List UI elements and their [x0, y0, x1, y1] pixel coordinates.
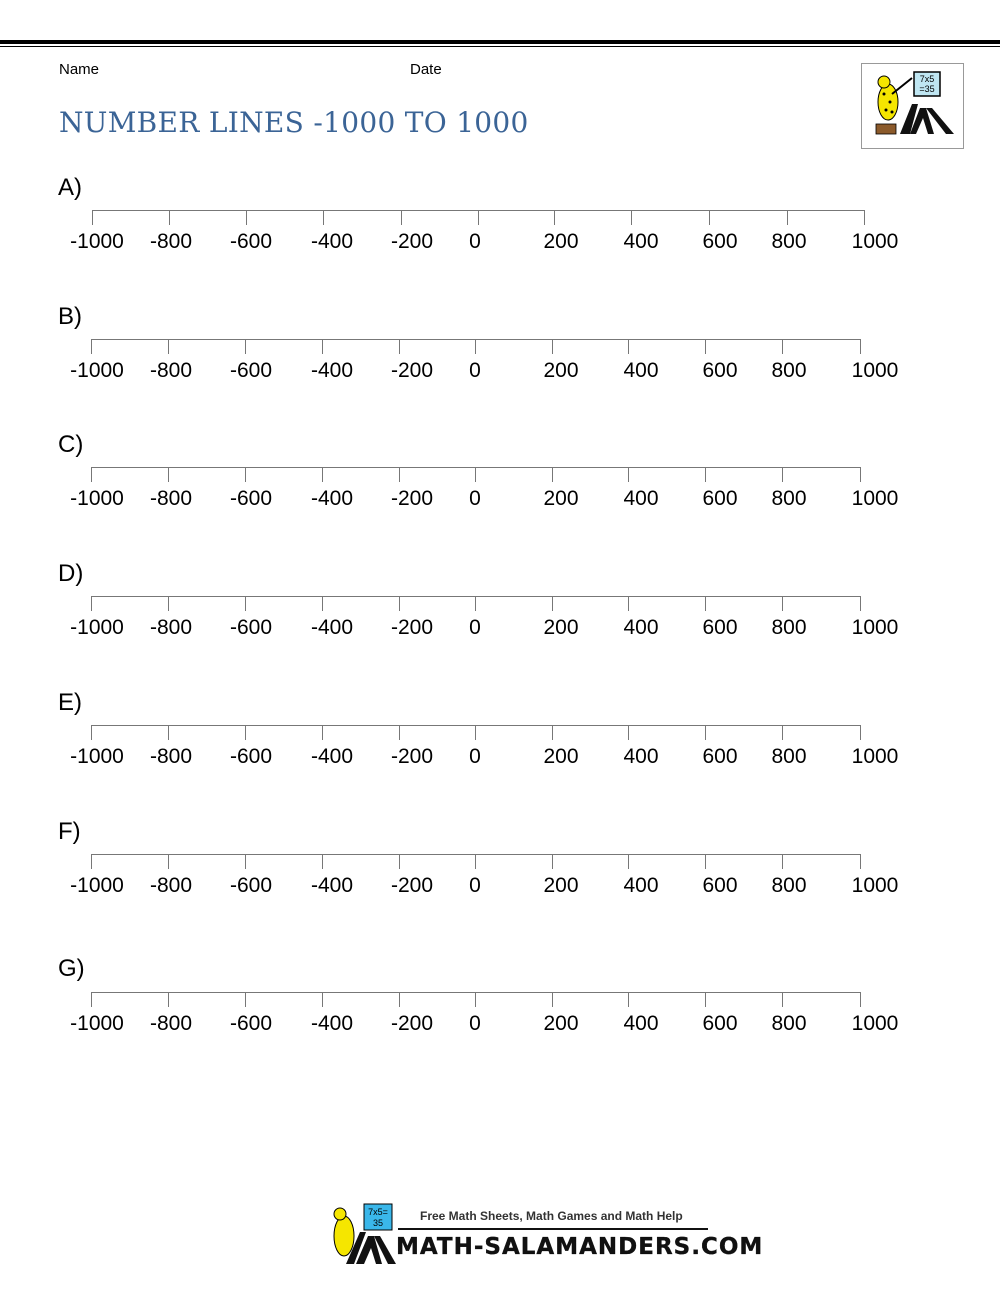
tick-label: 200	[543, 745, 579, 768]
tick-label: -800	[149, 745, 193, 768]
tick-label: 600	[702, 359, 738, 382]
number-line-tick	[322, 854, 323, 869]
tick-label: 400	[623, 1012, 659, 1035]
number-line-tick	[168, 339, 169, 354]
footer-board-line1: 7x5=	[368, 1207, 388, 1217]
header-thick-rule	[0, 40, 1000, 44]
number-line-tick	[245, 339, 246, 354]
number-line-tick	[628, 339, 629, 354]
number-line-tick	[322, 725, 323, 740]
tick-label: -600	[229, 616, 273, 639]
tick-label: -400	[310, 487, 354, 510]
tick-label: 600	[702, 487, 738, 510]
number-line-tick	[552, 596, 553, 611]
number-line-axis	[91, 854, 861, 855]
tick-label: 1000	[851, 1012, 899, 1035]
number-line-tick	[169, 210, 170, 225]
number-line-axis	[91, 992, 861, 993]
tick-label: -1000	[70, 1012, 124, 1035]
number-line-tick	[864, 210, 865, 225]
number-line-tick	[478, 210, 479, 225]
number-line-tick	[245, 992, 246, 1007]
tick-label: 0	[469, 616, 481, 639]
problem-letter: A)	[58, 174, 82, 201]
tick-label: 200	[543, 230, 579, 253]
number-line-tick	[782, 992, 783, 1007]
number-line-tick	[322, 992, 323, 1007]
number-line-tick	[782, 339, 783, 354]
tick-label: 0	[469, 359, 481, 382]
tick-label: -1000	[70, 745, 124, 768]
tick-label: -1000	[70, 487, 124, 510]
footer-salamander-icon	[326, 1198, 396, 1270]
number-line-tick	[782, 596, 783, 611]
number-line-tick	[631, 210, 632, 225]
tick-label: 200	[543, 1012, 579, 1035]
number-line-tick	[705, 339, 706, 354]
number-line-tick	[475, 467, 476, 482]
number-line-axis	[91, 339, 861, 340]
tick-label: -400	[310, 230, 354, 253]
tick-label: -200	[390, 487, 434, 510]
tick-label: 200	[543, 616, 579, 639]
number-line-tick	[552, 339, 553, 354]
number-line-tick	[91, 992, 92, 1007]
number-line-tick	[475, 992, 476, 1007]
tick-label: -800	[149, 1012, 193, 1035]
tick-label: -600	[229, 487, 273, 510]
number-line-tick	[705, 992, 706, 1007]
number-line-tick	[168, 725, 169, 740]
number-line-tick	[628, 854, 629, 869]
number-line-tick	[782, 467, 783, 482]
tick-label: 0	[469, 487, 481, 510]
number-line-tick	[860, 467, 861, 482]
tick-label: -800	[149, 874, 193, 897]
problem-letter: G)	[58, 955, 85, 982]
number-line-tick	[705, 596, 706, 611]
number-line-tick	[552, 725, 553, 740]
tick-label: -200	[390, 616, 434, 639]
number-line-tick	[168, 992, 169, 1007]
number-line-tick	[705, 854, 706, 869]
tick-label: 1000	[851, 745, 899, 768]
tick-label: 800	[771, 616, 807, 639]
number-line-tick	[245, 854, 246, 869]
tick-label: 0	[469, 230, 481, 253]
tick-label: -800	[149, 359, 193, 382]
number-line-tick	[322, 596, 323, 611]
tick-label: 0	[469, 745, 481, 768]
tick-label: 200	[543, 359, 579, 382]
number-line-tick	[475, 854, 476, 869]
number-line-tick	[399, 467, 400, 482]
tick-label: -200	[390, 745, 434, 768]
number-line-tick	[399, 339, 400, 354]
tick-label: 800	[771, 1012, 807, 1035]
number-line-tick	[705, 725, 706, 740]
tick-label: -200	[390, 1012, 434, 1035]
tick-label: -200	[390, 230, 434, 253]
logo-board-line2: =35	[919, 84, 935, 94]
number-line-tick	[401, 210, 402, 225]
tick-label: 600	[702, 1012, 738, 1035]
tick-label: 400	[623, 616, 659, 639]
tick-label: -600	[229, 745, 273, 768]
tick-label: -600	[229, 230, 273, 253]
number-line-axis	[91, 725, 861, 726]
number-line-tick	[91, 596, 92, 611]
footer-rule	[398, 1228, 708, 1230]
logo-board-line1: 7x5	[919, 74, 935, 84]
number-line-tick	[245, 725, 246, 740]
number-line-tick	[168, 467, 169, 482]
tick-label: -400	[310, 359, 354, 382]
tick-label: 800	[771, 745, 807, 768]
number-line-tick	[782, 854, 783, 869]
number-line-tick	[168, 854, 169, 869]
number-line-tick	[552, 992, 553, 1007]
tick-label: -600	[229, 874, 273, 897]
number-line-tick	[322, 339, 323, 354]
number-line-tick	[91, 467, 92, 482]
problem-letter: E)	[58, 689, 82, 716]
tick-label: 600	[702, 230, 738, 253]
number-line-tick	[628, 992, 629, 1007]
tick-label: 400	[623, 487, 659, 510]
header-thin-rule	[0, 46, 1000, 47]
tick-label: 0	[469, 1012, 481, 1035]
number-line-tick	[475, 339, 476, 354]
problem-letter: B)	[58, 303, 82, 330]
tick-label: 800	[771, 230, 807, 253]
number-line-tick	[91, 854, 92, 869]
number-line-tick	[92, 210, 93, 225]
tick-label: -600	[229, 359, 273, 382]
number-line-tick	[705, 467, 706, 482]
number-line-tick	[245, 467, 246, 482]
tick-label: 600	[702, 745, 738, 768]
footer-tagline: Free Math Sheets, Math Games and Math Help	[420, 1209, 683, 1223]
name-label: Name	[59, 61, 100, 78]
tick-label: 200	[543, 874, 579, 897]
number-line-tick	[552, 854, 553, 869]
tick-label: -1000	[70, 616, 124, 639]
page-title: NUMBER LINES -1000 TO 1000	[59, 106, 529, 139]
number-line-tick	[860, 992, 861, 1007]
tick-label: 200	[543, 487, 579, 510]
tick-label: -800	[149, 616, 193, 639]
number-line-tick	[399, 854, 400, 869]
number-line-axis	[91, 467, 861, 468]
footer-logo	[326, 1198, 764, 1270]
footer-board-line2: 35	[372, 1218, 384, 1228]
number-line-tick	[554, 210, 555, 225]
tick-label: -400	[310, 745, 354, 768]
number-line-tick	[91, 339, 92, 354]
tick-label: 1000	[851, 874, 899, 897]
number-line-tick	[475, 596, 476, 611]
tick-label: 600	[702, 874, 738, 897]
tick-label: 1000	[851, 487, 899, 510]
tick-label: 800	[771, 359, 807, 382]
tick-label: -400	[310, 616, 354, 639]
number-line-tick	[860, 854, 861, 869]
tick-label: -800	[149, 230, 193, 253]
tick-label: 800	[771, 874, 807, 897]
number-line-tick	[399, 596, 400, 611]
number-line-tick	[787, 210, 788, 225]
tick-label: -400	[310, 1012, 354, 1035]
number-line-tick	[168, 596, 169, 611]
number-line-tick	[709, 210, 710, 225]
problem-letter: D)	[58, 560, 84, 587]
tick-label: 400	[623, 874, 659, 897]
tick-label: -200	[390, 874, 434, 897]
number-line-tick	[860, 339, 861, 354]
number-line-tick	[322, 467, 323, 482]
tick-label: 400	[623, 230, 659, 253]
tick-label: -1000	[70, 359, 124, 382]
logo	[861, 63, 964, 149]
number-line-tick	[323, 210, 324, 225]
tick-label: 600	[702, 616, 738, 639]
date-label: Date	[410, 61, 442, 78]
tick-label: -1000	[70, 874, 124, 897]
number-line-tick	[552, 467, 553, 482]
tick-label: 1000	[851, 230, 899, 253]
number-line-tick	[860, 596, 861, 611]
footer-brand: MATH-SALAMANDERS.COM	[396, 1234, 764, 1260]
number-line-axis	[91, 596, 861, 597]
number-line-tick	[628, 467, 629, 482]
tick-label: 1000	[851, 616, 899, 639]
number-line-tick	[628, 596, 629, 611]
tick-label: -800	[149, 487, 193, 510]
number-line-tick	[399, 992, 400, 1007]
number-line-tick	[246, 210, 247, 225]
tick-label: -600	[229, 1012, 273, 1035]
problem-letter: F)	[58, 818, 81, 845]
number-line-tick	[860, 725, 861, 740]
tick-label: 800	[771, 487, 807, 510]
salamander-logo-icon	[862, 64, 963, 148]
problem-letter: C)	[58, 431, 84, 458]
tick-label: -1000	[70, 230, 124, 253]
number-line-tick	[628, 725, 629, 740]
number-line-tick	[245, 596, 246, 611]
tick-label: 1000	[851, 359, 899, 382]
tick-label: 0	[469, 874, 481, 897]
tick-label: -200	[390, 359, 434, 382]
number-line-tick	[399, 725, 400, 740]
tick-label: -400	[310, 874, 354, 897]
tick-label: 400	[623, 359, 659, 382]
number-line-tick	[782, 725, 783, 740]
tick-label: 400	[623, 745, 659, 768]
number-line-tick	[475, 725, 476, 740]
number-line-tick	[91, 725, 92, 740]
